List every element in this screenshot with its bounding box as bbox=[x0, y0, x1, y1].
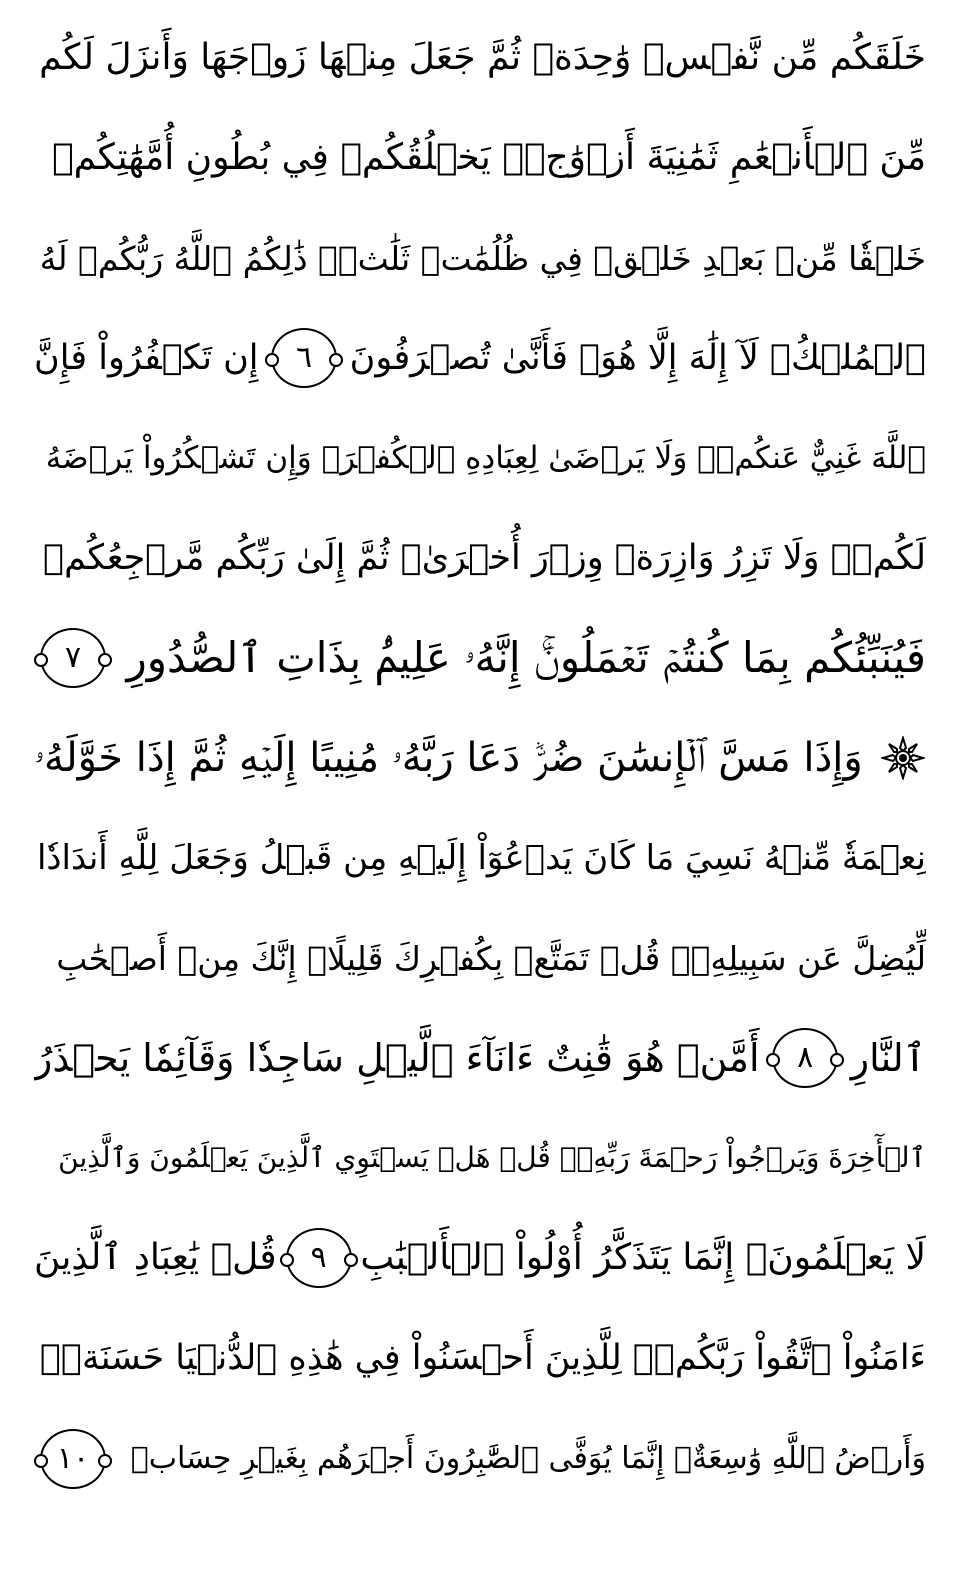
text-line bbox=[34, 8, 926, 108]
text-line bbox=[34, 108, 926, 208]
verse-text: نِعۡمَةٗ مِّنۡهُ نَسِيَ مَا كَانَ يَدۡعُوٓاْ إِلَيۡهِ مِن قَبۡلُ وَجَعَلَ لِلَّهِ أَندَادٗا bbox=[36, 838, 926, 878]
verse-text: وَأَرۡضُ ٱللَّهِ وَٰسِعَةٌۗ إِنَّمَا يُوَفَّى ٱلصَّٰبِرُونَ أَجۡرَهُم بِغَيۡرِ حِسَابٖ bbox=[130, 1440, 926, 1476]
verse-text: مِّنَ ٱلۡأَنۡعَٰمِ ثَمَٰنِيَةَ أَزۡوَٰجٖۚ يَخۡلُقُكُمۡ فِي بُطُونِ أُمَّهَٰتِكُمۡ bbox=[52, 137, 926, 178]
text-line bbox=[34, 1108, 926, 1208]
ayah-number: ٩ bbox=[310, 1240, 327, 1275]
verse-text: ٱلۡأٓخِرَةَ وَيَرۡجُواْ رَحۡمَةَ رَبِّهِۦۗ قُلۡ هَلۡ يَسۡتَوِي ٱلَّذِينَ يَعۡلَمُونَ وَٱلَّذِينَ bbox=[58, 1141, 926, 1174]
text-line bbox=[34, 1408, 926, 1509]
text-line bbox=[34, 408, 926, 508]
text-line bbox=[34, 608, 926, 708]
text-line bbox=[34, 1308, 926, 1408]
verse-text: إِن تَكۡفُرُواْ فَإِنَّ bbox=[34, 337, 259, 378]
ayah-number-marker bbox=[286, 1228, 352, 1288]
text-line bbox=[34, 1008, 926, 1108]
verse-text: خَلَقَكُم مِّن نَّفۡسٖ وَٰحِدَةٖ ثُمَّ جَعَلَ مِنۡهَا زَوۡجَهَا وَأَنزَلَ لَكُم bbox=[39, 37, 926, 78]
text-line bbox=[34, 1208, 926, 1308]
ayah-number: ٦ bbox=[296, 340, 313, 375]
verse-text: ءَامَنُواْ ٱتَّقُواْ رَبَّكُمۡۚ لِلَّذِينَ أَحۡسَنُواْ فِي هَٰذِهِ ٱلدُّنۡيَا حَسَنَةٞۗ bbox=[39, 1337, 926, 1378]
ayah-number-marker bbox=[271, 328, 337, 388]
text-line bbox=[34, 508, 926, 608]
verse-text: أَمَّنۡ هُوَ قَٰنِتٌ ءَانَآءَ ٱلَّيۡلِ سَاجِدٗا وَقَآئِمٗا يَحۡذَرُ bbox=[34, 1036, 760, 1080]
verse-text: قُلۡ يَٰعِبَادِ ٱلَّذِينَ bbox=[34, 1237, 277, 1278]
text-line bbox=[34, 908, 926, 1008]
verse-text: خَلۡقٗا مِّنۢ بَعۡدِ خَلۡقٖ فِي ظُلُمَٰتٖ ثَلَٰثٖۚ ذَٰلِكُمُ ٱللَّهُ رَبُّكُمۡ لَهُ bbox=[39, 238, 926, 278]
ayah-number: ١٠ bbox=[56, 1440, 90, 1476]
ayah-number-marker bbox=[40, 1429, 106, 1489]
text-line bbox=[34, 708, 926, 808]
verse-text: ٱلنَّارِ bbox=[850, 1036, 926, 1080]
verse-text: ٱللَّهَ غَنِيٌّ عَنكُمۡۖ وَلَا يَرۡضَىٰ لِعِبَادِهِ ٱلۡكُفۡرَۖ وَإِن تَشۡكُرُواْ يَرۡضَهُ bbox=[45, 439, 926, 476]
hizb-marker-icon bbox=[880, 735, 926, 781]
verse-text: لَكُمۡۗ وَلَا تَزِرُ وَازِرَةٞ وِزۡرَ أُخۡرَىٰۗ ثُمَّ إِلَىٰ رَبِّكُم مَّرۡجِعُكُمۡ bbox=[43, 537, 926, 578]
verse-text: فَيُنَبِّئُكُم بِمَا كُنتُمۡ تَعۡمَلُونَۚ إِنَّهُۥ عَلِيمُۢ بِذَاتِ ٱلصُّدُورِ bbox=[126, 633, 926, 682]
ayah-number: ٨ bbox=[797, 1040, 814, 1075]
text-line bbox=[34, 208, 926, 308]
verse-text: لَا يَعۡلَمُونَۗ إِنَّمَا يَتَذَكَّرُ أُوْلُواْ ٱلۡأَلۡبَٰبِ bbox=[360, 1237, 926, 1278]
verse-text: ٱلۡمُلۡكُۖ لَآ إِلَٰهَ إِلَّا هُوَۖ فَأَنَّىٰ تُصۡرَفُونَ bbox=[349, 337, 926, 378]
text-line bbox=[34, 808, 926, 908]
verse-text: لِّيُضِلَّ عَن سَبِيلِهِۦۚ قُلۡ تَمَتَّعۡ بِكُفۡرِكَ قَلِيلًاۖ إِنَّكَ مِنۡ أَصۡحَٰبِ bbox=[56, 938, 926, 978]
text-line bbox=[34, 308, 926, 408]
ayah-number: ٧ bbox=[64, 640, 82, 675]
ayah-number-marker bbox=[40, 628, 106, 688]
verse-text: وَإِذَا مَسَّ ٱلۡإِنسَٰنَ ضُرّٞ دَعَا رَبَّهُۥ مُنِيبًا إِلَيۡهِ ثُمَّ إِذَا خَوَّلَهُۥ bbox=[34, 735, 863, 781]
ayah-number-marker bbox=[772, 1028, 838, 1088]
